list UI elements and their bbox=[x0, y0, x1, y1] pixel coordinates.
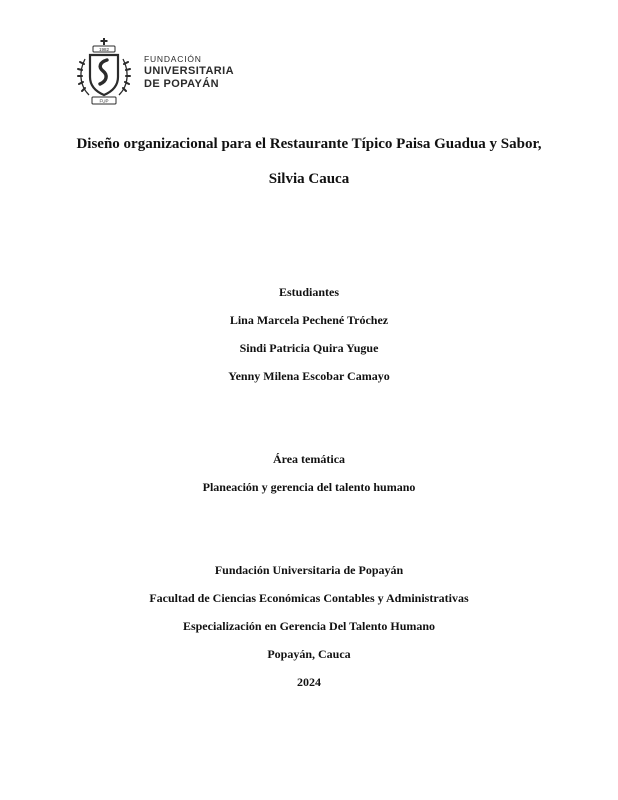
student-name: Lina Marcela Pechené Tróchez bbox=[229, 313, 389, 327]
area-heading: Área temática bbox=[272, 452, 346, 466]
year: 2024 bbox=[297, 675, 321, 689]
logo-wordmark bbox=[144, 53, 234, 91]
program-name: Especialización en Gerencia Del Talento Humano bbox=[182, 619, 436, 633]
logo-line-2: UNIVERSITARIA bbox=[144, 65, 234, 77]
faculty-name: Facultad de Ciencias Económicas Contables y Administrativas bbox=[149, 591, 469, 605]
crest-icon bbox=[76, 37, 132, 107]
svg-text:1982: 1982 bbox=[98, 47, 110, 52]
document-title-line-2: Silvia Cauca bbox=[268, 171, 350, 187]
svg-text:FUP: FUP bbox=[99, 98, 109, 104]
student-name: Sindi Patricia Quira Yugue bbox=[239, 341, 379, 355]
city: Popayán, Cauca bbox=[267, 647, 351, 661]
student-name: Yenny Milena Escobar Camayo bbox=[228, 369, 390, 383]
institution-logo bbox=[76, 37, 234, 107]
document-title-line-1: Diseño organizacional para el Restaurante Típico Paisa Guadua y Sabor, bbox=[76, 136, 542, 152]
institution-name: Fundación Universitaria de Popayán bbox=[214, 563, 404, 577]
logo-line-3: DE POPAYÁN bbox=[144, 78, 219, 90]
area-value: Planeación y gerencia del talento humano bbox=[202, 480, 416, 494]
students-heading: Estudiantes bbox=[278, 285, 340, 299]
logo-line-1: FUNDACIÓN bbox=[144, 54, 202, 64]
